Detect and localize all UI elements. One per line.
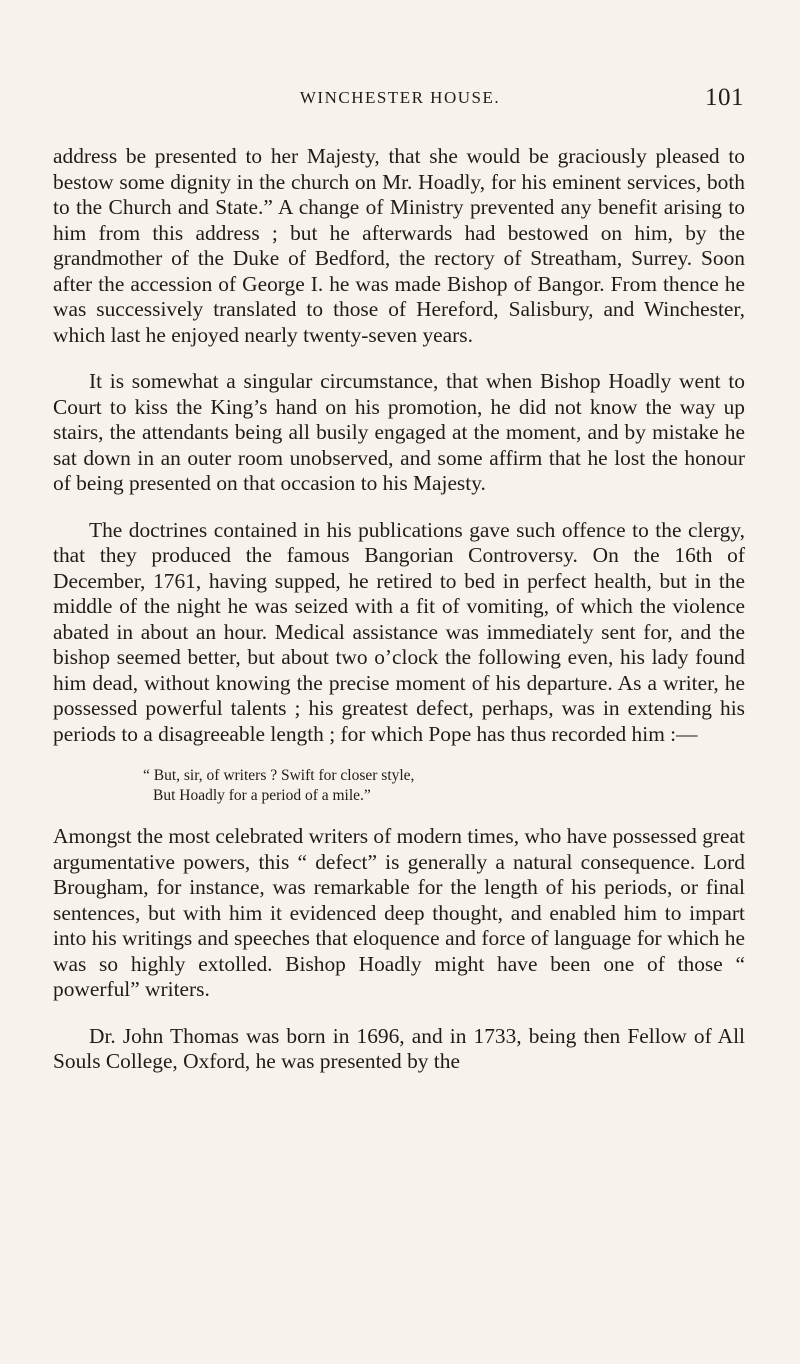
- quote-line-1: “ But, sir, of writers ? Swift for closer style,: [143, 767, 415, 784]
- body-text: [53, 144, 745, 1096]
- pope-quotation: [143, 766, 745, 806]
- quote-line-2: But Hoadly for a period of a mile.”: [153, 787, 371, 804]
- paragraph-court-visit: It is somewhat a singular circumstance, that when Bishop Hoadly went to Court to kiss the King’s hand on his promotion, he did not know the way up stairs, the attendants being all busily engaged at the moment, and by mistake he sat down in an outer room unobserved, and some affirm that he lost the honour of being presented on that occasion to his Majesty.: [53, 369, 745, 495]
- paragraph-doctrines: The doctrines contained in his publications gave such offence to the clergy, that they produced the famous Bangorian Controversy. On the 16th of December, 1761, having supped, he retired to bed in perfect health, but in the middle of the night he was seized with a fit of vomiting, of which the violence abated in about an hour. Medical assistance was immediately sent for, and the bishop seemed better, but about two o’clock the following even, his lady found him dead, without knowing the precise moment of his departure. As a writer, he possessed powerful talents ; his greatest defect, perhaps, was in extending his periods to a disagreeable length ; for which Pope has thus recorded him :—: [53, 517, 745, 746]
- paragraph-john-thomas: Dr. John Thomas was born in 1696, and in 1733, being then Fellow of All Souls College, Oxford, he was presented by the: [53, 1023, 745, 1073]
- page-number: 101: [705, 84, 744, 111]
- paragraph-celebrated-writers: Amongst the most celebrated writers of modern times, who have possessed great argumentative powers, this “ defect” is generally a natural consequence. Lord Brougham, for instance, was remarkable for the length of his periods, or final sentences, but with him it evidenced deep thought, and enabled him to impart into his writings and speeches that eloquence and force of language for which he was so highly extolled. Bishop Hoadly might have been one of those “ powerful” writers.: [53, 824, 745, 1001]
- paragraph-address: address be presented to her Majesty, that she would be graciously pleased to bestow some dignity in the church on Mr. Hoadly, for his eminent services, both to the Church and State.” A change of Ministry prevented any benefit arising to him from this address ; but he afterwards had bestowed on him, by the grandmother of the Duke of Bedford, the rectory of Streatham, Surrey. Soon after the accession of George I. he was made Bishop of Bangor. From thence he was successively translated to those of Hereford, Salisbury, and Winchester, which last he enjoyed nearly twenty-seven years.: [53, 144, 745, 347]
- running-title: WINCHESTER HOUSE.: [299, 88, 501, 107]
- running-head: [0, 84, 800, 114]
